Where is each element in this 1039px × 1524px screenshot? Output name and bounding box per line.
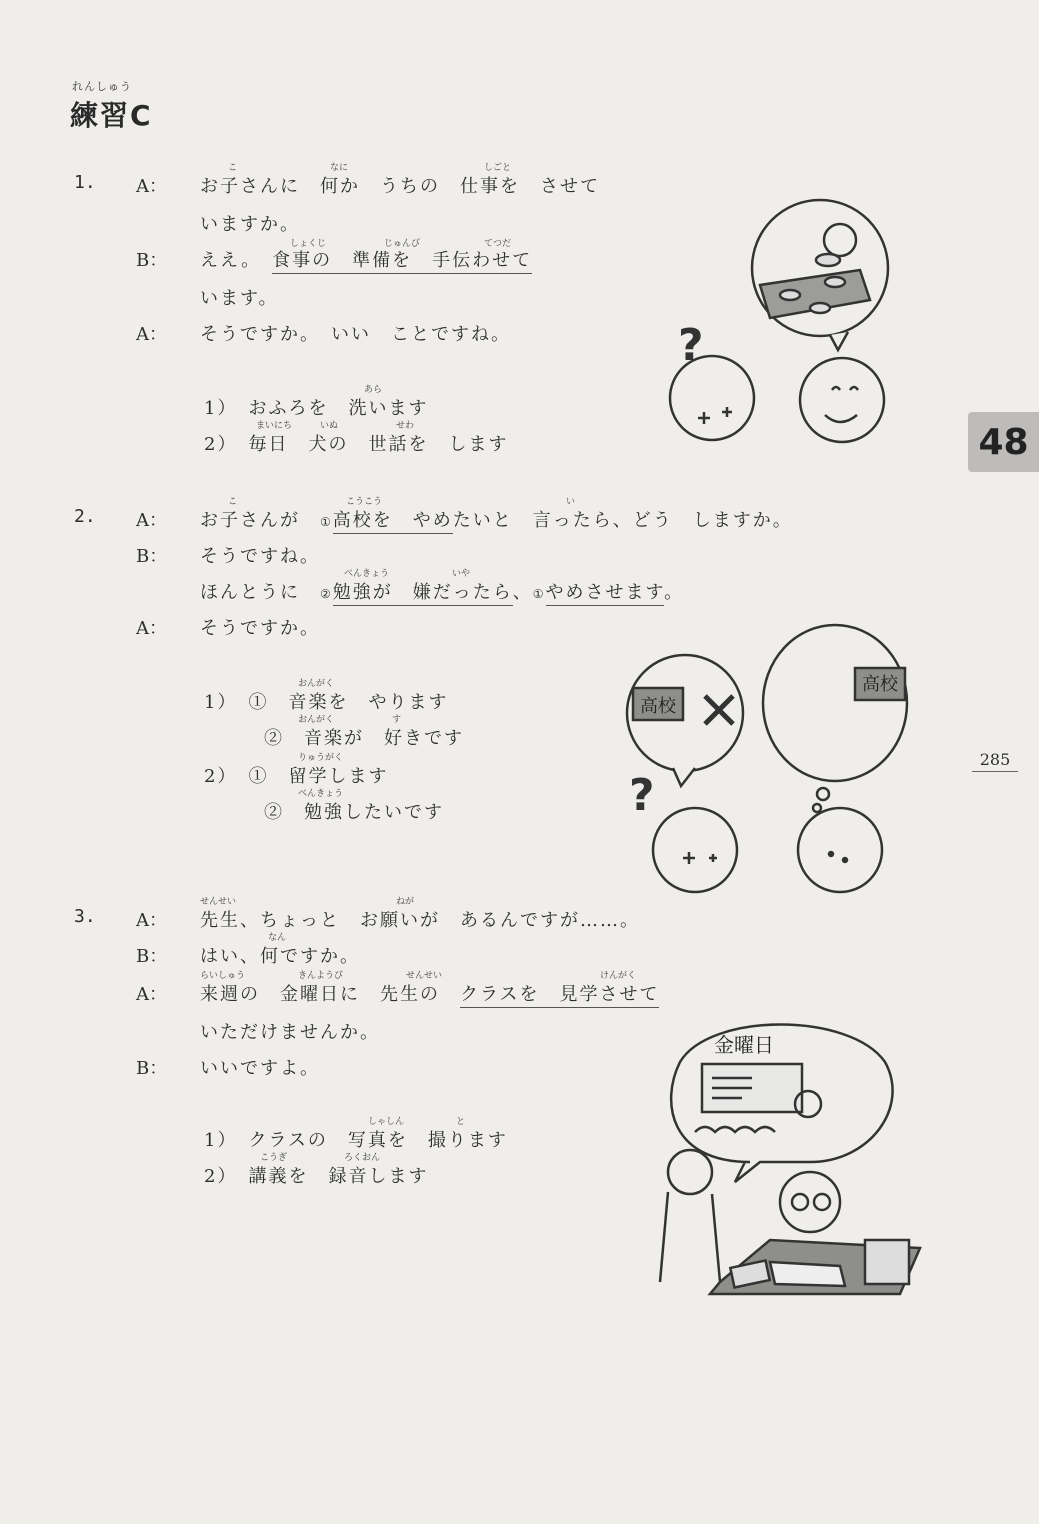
ruby: しょくじ (290, 239, 327, 249)
underlined-text: やめさせます (546, 582, 665, 606)
ruby: らいしゅう (200, 971, 246, 981)
ruby: こ (228, 163, 238, 173)
face-c (653, 808, 737, 892)
ruby: おんがく (298, 715, 335, 725)
underlined-text: 食事の 準備を 手伝わせて (272, 250, 532, 274)
ruby: いぬ (320, 421, 339, 431)
speaker-label: A： (136, 510, 167, 531)
speaker-label: A： (136, 984, 167, 1005)
ruby: あら (364, 385, 383, 395)
circled-mark: ① (532, 587, 546, 601)
option-item: ② 音楽が 好きです (204, 728, 464, 749)
ruby: じゅんび (384, 239, 421, 249)
underlined-text: クラスを 見学させて (460, 984, 659, 1008)
dialogue-line: そうですか。 いい ことですね。 (200, 324, 511, 345)
plain-text: ええ。 (200, 250, 253, 271)
speaker-label: A： (136, 910, 167, 931)
ruby: なに (330, 163, 349, 173)
option-item: 1） ① 音楽を やります (204, 692, 449, 713)
ruby: こうぎ (260, 1153, 288, 1163)
plain-text: 。 (664, 582, 685, 603)
q1-illustration (660, 190, 950, 460)
underlined-text: 高校を やめ (333, 510, 453, 534)
speaker-label: A： (136, 618, 167, 639)
ruby: てつだ (484, 239, 512, 249)
plain-text: お子さんが (200, 510, 320, 531)
ruby: こうこう (346, 497, 383, 507)
ruby: こ (228, 497, 238, 507)
dialogue-line: いただけませんか。 (200, 1022, 380, 1043)
ruby: せわ (396, 421, 415, 431)
dialogue-line: はい、何ですか。 (200, 946, 360, 967)
ruby: けんがく (600, 971, 637, 981)
face-b (800, 358, 884, 442)
ruby: い (566, 497, 576, 507)
child-head (824, 224, 856, 256)
ruby: ねが (396, 897, 415, 907)
q1-number: 1. (74, 172, 96, 193)
q2-number: 2. (74, 506, 96, 527)
dialogue-line (200, 246, 532, 272)
ruby: まいにち (256, 421, 293, 431)
speaker-label: B： (136, 546, 168, 567)
ruby: しゃしん (368, 1117, 405, 1127)
circled-mark: ① (320, 515, 333, 529)
ruby: と (456, 1117, 466, 1127)
ruby: りゅうがく (298, 753, 344, 763)
student-head (668, 1150, 712, 1194)
book-stack (865, 1240, 909, 1284)
speaker-label: A： (136, 176, 167, 197)
dialogue-line (200, 980, 659, 1006)
ruby: せんせい (200, 897, 237, 907)
ruby: なん (268, 933, 287, 943)
ruby: いや (452, 569, 471, 579)
plain-text: ほんとうに (200, 582, 320, 603)
face-d (798, 808, 882, 892)
option-item: 1） クラスの 写真を 撮ります (204, 1130, 508, 1151)
ruby: ろくおん (344, 1153, 381, 1163)
dialogue-line: 先生、ちょっと お願いが あるんですが……。 (200, 910, 640, 931)
dialogue-line: お子さんに 何か うちの 仕事を させて (200, 176, 600, 197)
ruby: べんきょう (344, 569, 390, 579)
ruby: おんがく (298, 679, 335, 689)
q3-number: 3. (74, 906, 96, 927)
speaker-label: B： (136, 250, 168, 271)
speaker-label: A： (136, 324, 167, 345)
underlined-text: 勉強が 嫌だったら (333, 582, 513, 606)
page-title: 練習C (70, 99, 153, 132)
question-mark: ? (678, 320, 704, 371)
page-number: 285 (972, 750, 1018, 772)
dialogue-line (200, 578, 684, 604)
q3-illustration (650, 1012, 930, 1302)
option-item: 2） 毎日 犬の 世話を します (204, 434, 509, 455)
dialogue-line: そうですね。 (200, 546, 320, 567)
option-item: ② 勉強したいです (204, 802, 444, 823)
plain-text: 、 (512, 582, 533, 603)
dialogue-line (200, 506, 793, 532)
school-sign: 高校 (862, 674, 898, 695)
board-sign: 金曜日 (714, 1033, 774, 1057)
q2-illustration (625, 618, 945, 898)
dialogue-line: います。 (200, 288, 279, 309)
ruby: せんせい (406, 971, 443, 981)
ruby: しごと (484, 163, 512, 173)
option-item: 2） ① 留学します (204, 766, 389, 787)
plain-text: 来週の 金曜日に 先生の (200, 984, 460, 1005)
option-item: 1） おふろを 洗います (204, 398, 429, 419)
school-sign: 高校 (640, 696, 676, 717)
dialogue-line: そうですか。 (200, 618, 320, 639)
chapter-tab: 48 (968, 412, 1039, 472)
plain-text: たいと 言ったら、どう しますか。 (452, 510, 793, 531)
question-mark: ? (629, 770, 655, 821)
option-item: 2） 講義を 録音します (204, 1166, 429, 1187)
thought-bubble-right (763, 625, 907, 781)
dialogue-line: いますか。 (200, 214, 300, 235)
speaker-label: B： (136, 1058, 168, 1079)
dialogue-line: いいですよ。 (200, 1058, 320, 1079)
ruby: きんようび (298, 971, 344, 981)
ruby: べんきょう (298, 789, 344, 799)
circled-mark: ② (320, 587, 333, 601)
speaker-label: B： (136, 946, 168, 967)
title-ruby: れんしゅう (72, 80, 132, 93)
ruby: す (392, 715, 402, 725)
bubble-tail (830, 332, 848, 350)
